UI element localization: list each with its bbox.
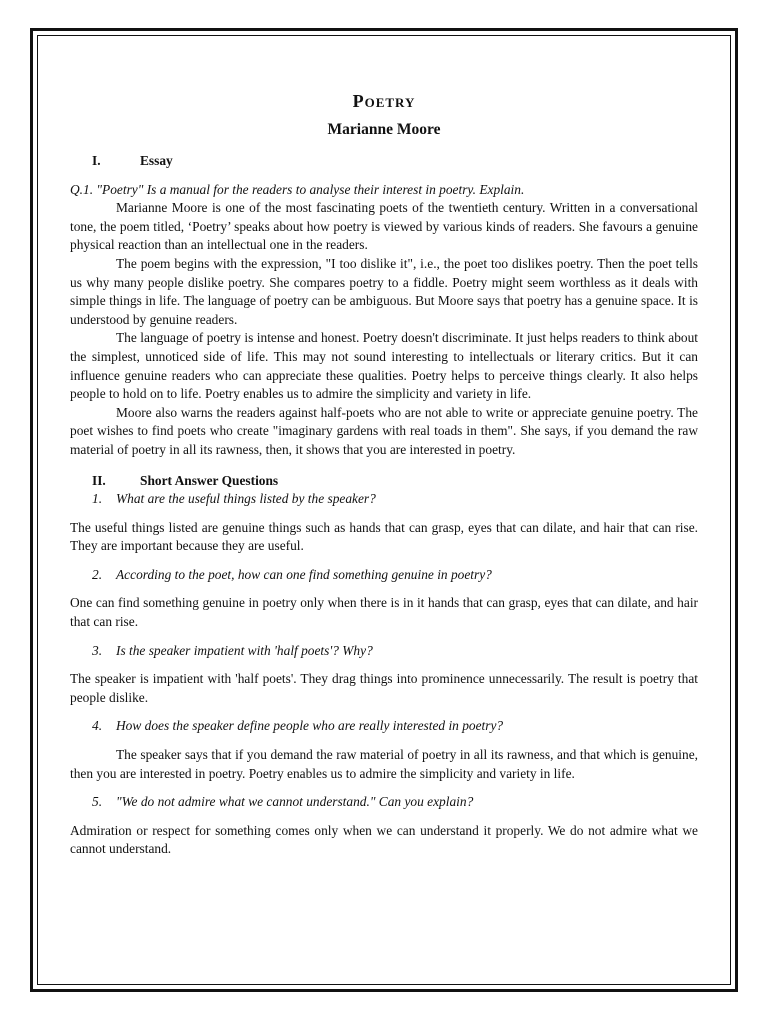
short-question: [70, 566, 698, 585]
short-question: [70, 717, 698, 736]
short-question: [70, 642, 698, 661]
section-heading-essay: [70, 152, 698, 171]
short-answer: Admiration or respect for something comes only when we can understand it properly. We do not admire what we cannot understand.: [70, 822, 698, 857]
question-text: What are the useful things listed by the speaker?: [116, 491, 376, 507]
question-text: How does the speaker define people who are really interested in poetry?: [116, 718, 504, 734]
question-text: According to the poet, how can one find something genuine in poetry?: [116, 566, 492, 582]
section-number: I.: [92, 153, 101, 168]
section-heading-short-answer: [70, 472, 698, 491]
section-title: Short Answer Questions: [140, 472, 279, 488]
section-number: II.: [92, 472, 106, 488]
question-number: 2.: [92, 566, 103, 582]
document-author: Marianne Moore: [327, 121, 441, 138]
essay-paragraph: Marianne Moore is one of the most fascinating poets of the twentieth century. Written in a conversational tone, the poem titled, ‘Poetry’ speaks about how poetry is viewed by various kinds of readers. She favours a genuine physical reaction than an intellectual one in the readers.: [70, 200, 698, 253]
question-number: 1.: [92, 491, 103, 507]
document-title: Poetry: [352, 91, 416, 111]
short-answer: The speaker is impatient with 'half poets'. They drag things into prominence unnecessarily. The result is poetry that people dislike.: [70, 671, 698, 705]
essay-paragraph: The language of poetry is intense and honest. Poetry doesn't discriminate. It just helps readers to think about the simplest, unnoticed side of life. This may not sound interesting to intellectuals or literary critics. But it can influence genuine readers who can appreciate these qualities. Poetry helps to perceive things clearly. It also helps people to hold on to life. Poetry enables us to admire the simplicity and variety in life.: [70, 330, 698, 402]
short-question: [70, 793, 698, 812]
document-body: [70, 88, 698, 859]
question-number: 3.: [92, 642, 103, 658]
question-number: 5.: [92, 794, 103, 810]
short-answer: The speaker says that if you demand the raw material of poetry in all its rawness, and that which is genuine, then you are interested in poetry. Poetry enables us to admire the simplicity and variety in life.: [70, 747, 698, 781]
question-text: "We do not admire what we cannot understand." Can you explain?: [116, 794, 474, 810]
question-text: Is the speaker impatient with 'half poets'? Why?: [116, 642, 373, 658]
essay-question: Q.1. "Poetry" Is a manual for the readers to analyse their interest in poetry. Explain.: [70, 181, 525, 197]
question-number: 4.: [92, 718, 103, 734]
section-title: Essay: [140, 153, 173, 168]
short-answer: The useful things listed are genuine things such as hands that can grasp, eyes that can dilate, and hair that can rise. They are important because they are useful.: [70, 519, 698, 554]
essay-paragraph: Moore also warns the readers against half-poets who are not able to write or appreciate genuine poetry. The poet wishes to find poets who create "imaginary gardens with real toads in them". She says, if you demand the raw material of poetry in all its rawness, then, it shows that you are interested in poetry.: [70, 404, 698, 457]
short-question: [70, 490, 698, 509]
essay-paragraph: The poem begins with the expression, "I too dislike it", i.e., the poet too dislikes poetry. Then the poet tells us why many people dislike poetry. She compares poetry to a fiddle. Poetry might seem worthless as it deals with simple things in life. The language of poetry can be ambiguous. But Moore says that poetry has a genuine space. It is understood by genuine readers.: [70, 255, 698, 327]
short-answer: One can find something genuine in poetry only when there is in it hands that can grasp, eyes that can dilate, and hair that can rise.: [70, 595, 698, 630]
